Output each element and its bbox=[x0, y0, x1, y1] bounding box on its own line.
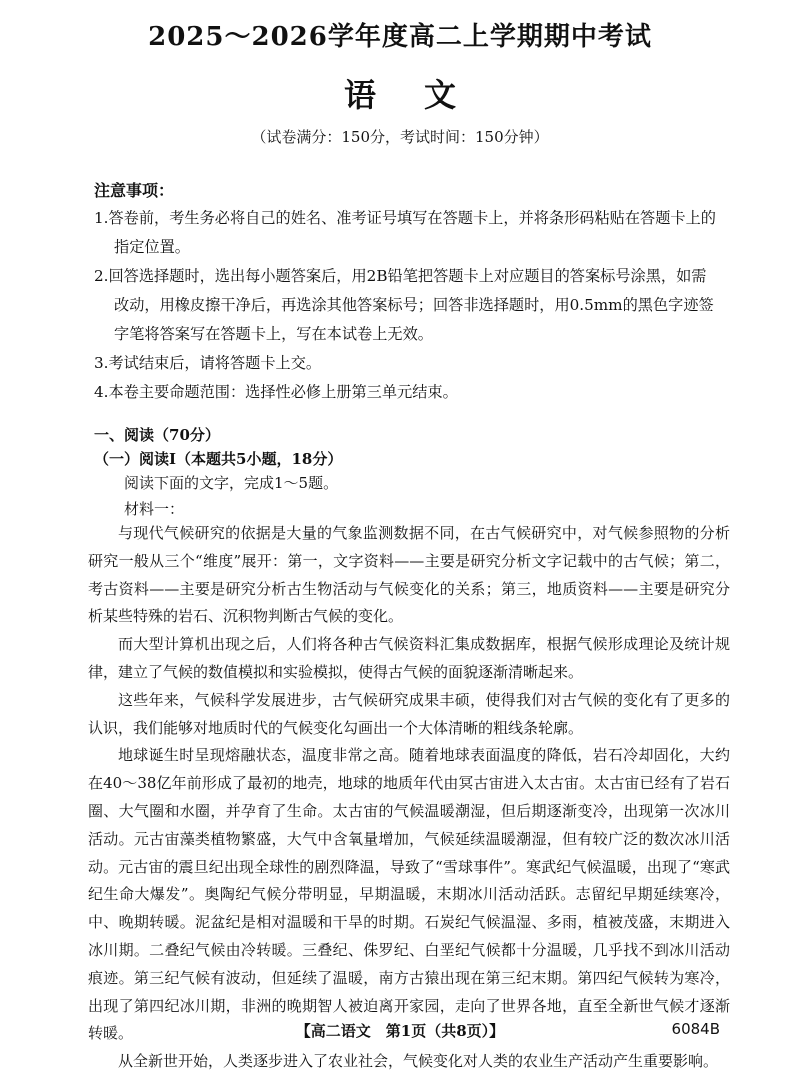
notice-heading: 注意事项： bbox=[94, 181, 175, 200]
passage-paragraph: 地球诞生时呈现熔融状态，温度非常之高。随着地球表面温度的降低，岩石冷却固化，大约在40～38亿年前形成了最初的地壳，地球的地质年代由冥古宙进入太古宙。太古宙已经有了岩石圈、大气圈和水圈，并孕育了生命。太古宙的气候温暖潮湿，但后期逐渐变冷，出现第一次冰川活动。元古宙藻类植物繁盛，大气中含氧量增加，气候延续温暖潮湿，但有较广泛的数次冰川活动。元古宙的震旦纪出现全球性的剧烈降温，导致了“雪球事件”。寒武纪气候温暖，出现了“寒武纪生命大爆发”。奥陶纪气候分带明显，早期温暖，末期冰川活动活跃。志留纪早期延续寒冷，中、晚期转暖。泥盆纪是相对温暖和干旱的时期。石炭纪气候温湿、多雨，植被茂盛，末期进入冰川期。二叠纪气候由冷转暖。三叠纪、侏罗纪、白垩纪气候都十分温暖，几乎找不到冰川活动痕迹。第三纪气候有波动，但延续了温暖，南方古猿出现在第三纪末期。第四纪气候转为寒冷，出现了第四纪冰川期，非洲的晚期智人被迫离开家园，走向了世界各地，直至全新世气候才逐渐转暖。 bbox=[88, 746, 730, 1043]
notice-list bbox=[94, 204, 720, 407]
notice-item: 2.回答选择题时，选出每小题答案后，用2B铅笔把答题卡上对应题目的答案标号涂黑，如需改动，用橡皮擦干净后，再选涂其他答案标号；回答非选择题时，用0.5mm的黑色字迹签字笔将答案写在答题卡上，写在本试卷上无效。 bbox=[94, 267, 714, 343]
notice-item: 4.本卷主要命题范围：选择性必修上册第三单元结束。 bbox=[94, 383, 458, 401]
exam-title: 2025～2026学年度高二上学期期中考试 bbox=[148, 22, 652, 52]
reading-instruction: 阅读下面的文字，完成1～5题。 bbox=[124, 474, 339, 492]
material-label: 材料一： bbox=[124, 500, 185, 518]
paper-code: 6084B bbox=[671, 1020, 720, 1038]
passage-paragraph: 与现代气候研究的依据是大量的气象监测数据不同，在古气候研究中，对气候参照物的分析研究一般从三个“维度”展开：第一，文字资料——主要是研究分析文字记载中的古气候；第二，考古资料——主要是研究分析古生物活动与气候变化的关系；第三，地质资料——主要是研究分析某些特殊的岩石、沉积物判断古气候的变化。 bbox=[88, 524, 730, 626]
page-footer-label: 【高二语文 第1页（共8页）】 bbox=[295, 1022, 505, 1040]
passage-paragraph: 而大型计算机出现之后，人们将各种古气候资料汇集成数据库，根据气候形成理论及统计规律，建立了气候的数值模拟和实验模拟，使得古气候的面貌逐渐清晰起来。 bbox=[88, 635, 730, 681]
notice-item: 1.答卷前，考生务必将自己的姓名、准考证号填写在答题卡上，并将条形码粘贴在答题卡上的指定位置。 bbox=[94, 209, 716, 256]
subsection-heading: （一）阅读Ⅰ（本题共5小题，18分） bbox=[94, 450, 343, 468]
passage-paragraph: 从全新世开始，人类逐步进入了农业社会，气候变化对人类的农业生产活动产生重要影响。 bbox=[118, 1052, 719, 1071]
subject-title: 语文 bbox=[343, 76, 504, 114]
passage-paragraph: 这些年来，气候科学发展进步，古气候研究成果丰硕，使得我们对古气候的变化有了更多的认识，我们能够对地质时代的气候变化勾画出一个大体清晰的粗线条轮廓。 bbox=[88, 690, 730, 737]
section-heading: 一、阅读（70分） bbox=[94, 426, 220, 444]
notice-item: 3.考试结束后，请将答题卡上交。 bbox=[94, 354, 322, 372]
reading-passage bbox=[88, 520, 730, 1076]
exam-meta: （试卷满分：150分，考试时间：150分钟） bbox=[251, 128, 549, 146]
